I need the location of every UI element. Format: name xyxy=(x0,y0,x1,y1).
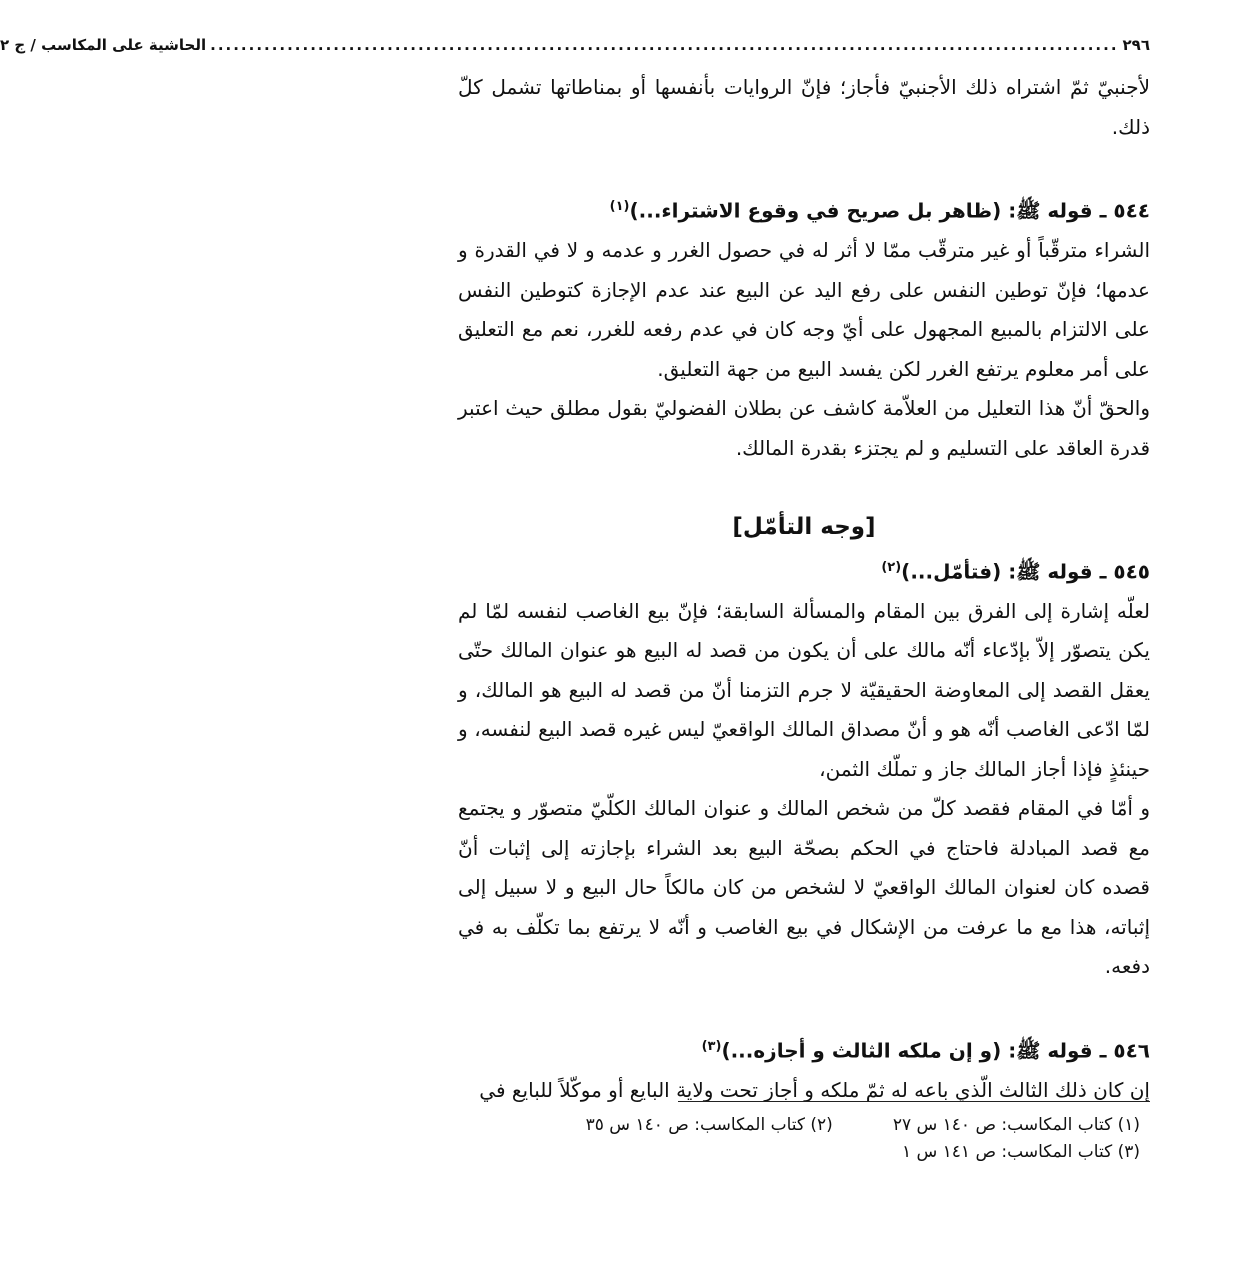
leader-dots: ...................................................................................................................... xyxy=(210,36,1119,54)
footnote-2: (٢) كتاب المكاسب: ص ١٤٠ س ٣٥ xyxy=(585,1115,833,1135)
footnote-divider xyxy=(678,1101,1150,1102)
note-heading-544 xyxy=(458,187,1150,231)
footnote-row xyxy=(500,1112,1140,1139)
footnote-ref-2: (٢) xyxy=(881,559,902,575)
footnote-ref-1: (١) xyxy=(609,199,630,214)
footnotes xyxy=(500,1112,1140,1166)
spacer xyxy=(458,147,1150,187)
heading-text: ٥٤٥ ـ قوله ﷺ: (فتأمّل...) xyxy=(901,559,1150,584)
paragraph-545-a: لعلّه إشارة إلى الفرق بين المقام والمسألة السابقة؛ فإنّ بيع الغاصب لنفسه لمّا لم يكن يتصوّر إلاّ بإدّعاء أنّه مالك على أن يكون من قصد له البيع هو عنوان المالك حتّى يعقل القصد إلى المعاوضة الحقيقيّة لا جرم التزمنا أنّ من قصد له البيع هو المالك، و لمّا ادّعى الغاصب أنّه هو و أنّ مصداق المالك الواقعيّ ليس غيره قصد البيع لنفسه، و حينئذٍ فإذا أجاز المالك جاز و تملّك الثمن، xyxy=(458,598,1150,781)
running-header xyxy=(0,32,1150,58)
footnote-ref-3: (٣) xyxy=(701,1038,722,1054)
section-title: [وجه التأمّل] xyxy=(732,514,876,541)
paragraph-546-a: إن كان ذلك الثالث الّذي باعه له ثمّ ملكه و أجاز تحت ولاية البايع أو موكّلاً للبايع في xyxy=(479,1077,1150,1102)
note-heading-545 xyxy=(458,548,1150,592)
heading-text: ٥٤٤ ـ قوله ﷺ: (ظاهر بل صريح في وقوع الاشتراء...) xyxy=(629,198,1150,223)
heading-text: ٥٤٦ ـ قوله ﷺ: (و إن ملكه الثالث و أجازه...) xyxy=(721,1038,1150,1063)
main-text xyxy=(458,68,1150,1110)
footnote-1: (١) كتاب المكاسب: ص ١٤٠ س ٢٧ xyxy=(892,1115,1140,1135)
paragraph-544-a: الشراء مترقّباً أو غير مترقّب ممّا لا أثر له في حصول الغرر و عدمه و لا في القدرة و عدمها؛ فإنّ توطين النفس على رفع اليد عن البيع عند عدم الإجازة كتوطين النفس على الالتزام بالمبيع المجهول على أيّ وجه كان في عدم رفعه للغرر، نعم مع التعليق على أمر معلوم يرتفع الغرر لكن يفسد البيع من جهة التعليق. xyxy=(458,238,1150,381)
paragraph-544-b: والحقّ أنّ هذا التعليل من العلاّمة كاشف عن بطلان الفضوليّ بقول مطلق حيث اعتبر قدرة العاقد على التسليم و لم يجتزء بقدرة المالك. xyxy=(458,396,1150,460)
spacer xyxy=(458,987,1150,1027)
paragraph-545-b: و أمّا في المقام فقصد كلّ من شخص المالك و عنوان المالك الكلّيّ متصوّر و يجتمع مع قصد المبادلة فاحتاج في الحكم بصحّة البيع بعد الشراء بإجازته إلى إثبات أنّ قصده كان لعنوان المالك الواقعيّ لا لشخص من كان مالكاً حال البيع و لا سبيل إلى إثباته، هذا مع ما عرفت من الإشكال في بيع الغاصب و أنّه لا يرتفع بما تكلّف به في دفعه. xyxy=(458,796,1150,979)
paragraph-continuation: لأجنبيّ ثمّ اشتراه ذلك الأجنبيّ فأجاز؛ فإنّ الروايات بأنفسها أو بمناطاتها تشمل كلّ ذلك. xyxy=(458,75,1150,139)
spacer xyxy=(458,468,1150,508)
running-title: الحاشية على المكاسب / ج ٢ xyxy=(0,36,207,54)
footnote-row xyxy=(500,1139,1140,1166)
page-number: ٢٩٦ xyxy=(1122,36,1150,54)
note-heading-546 xyxy=(458,1027,1150,1071)
footnote-3: (٣) كتاب المكاسب: ص ١٤١ س ١ xyxy=(901,1142,1140,1162)
